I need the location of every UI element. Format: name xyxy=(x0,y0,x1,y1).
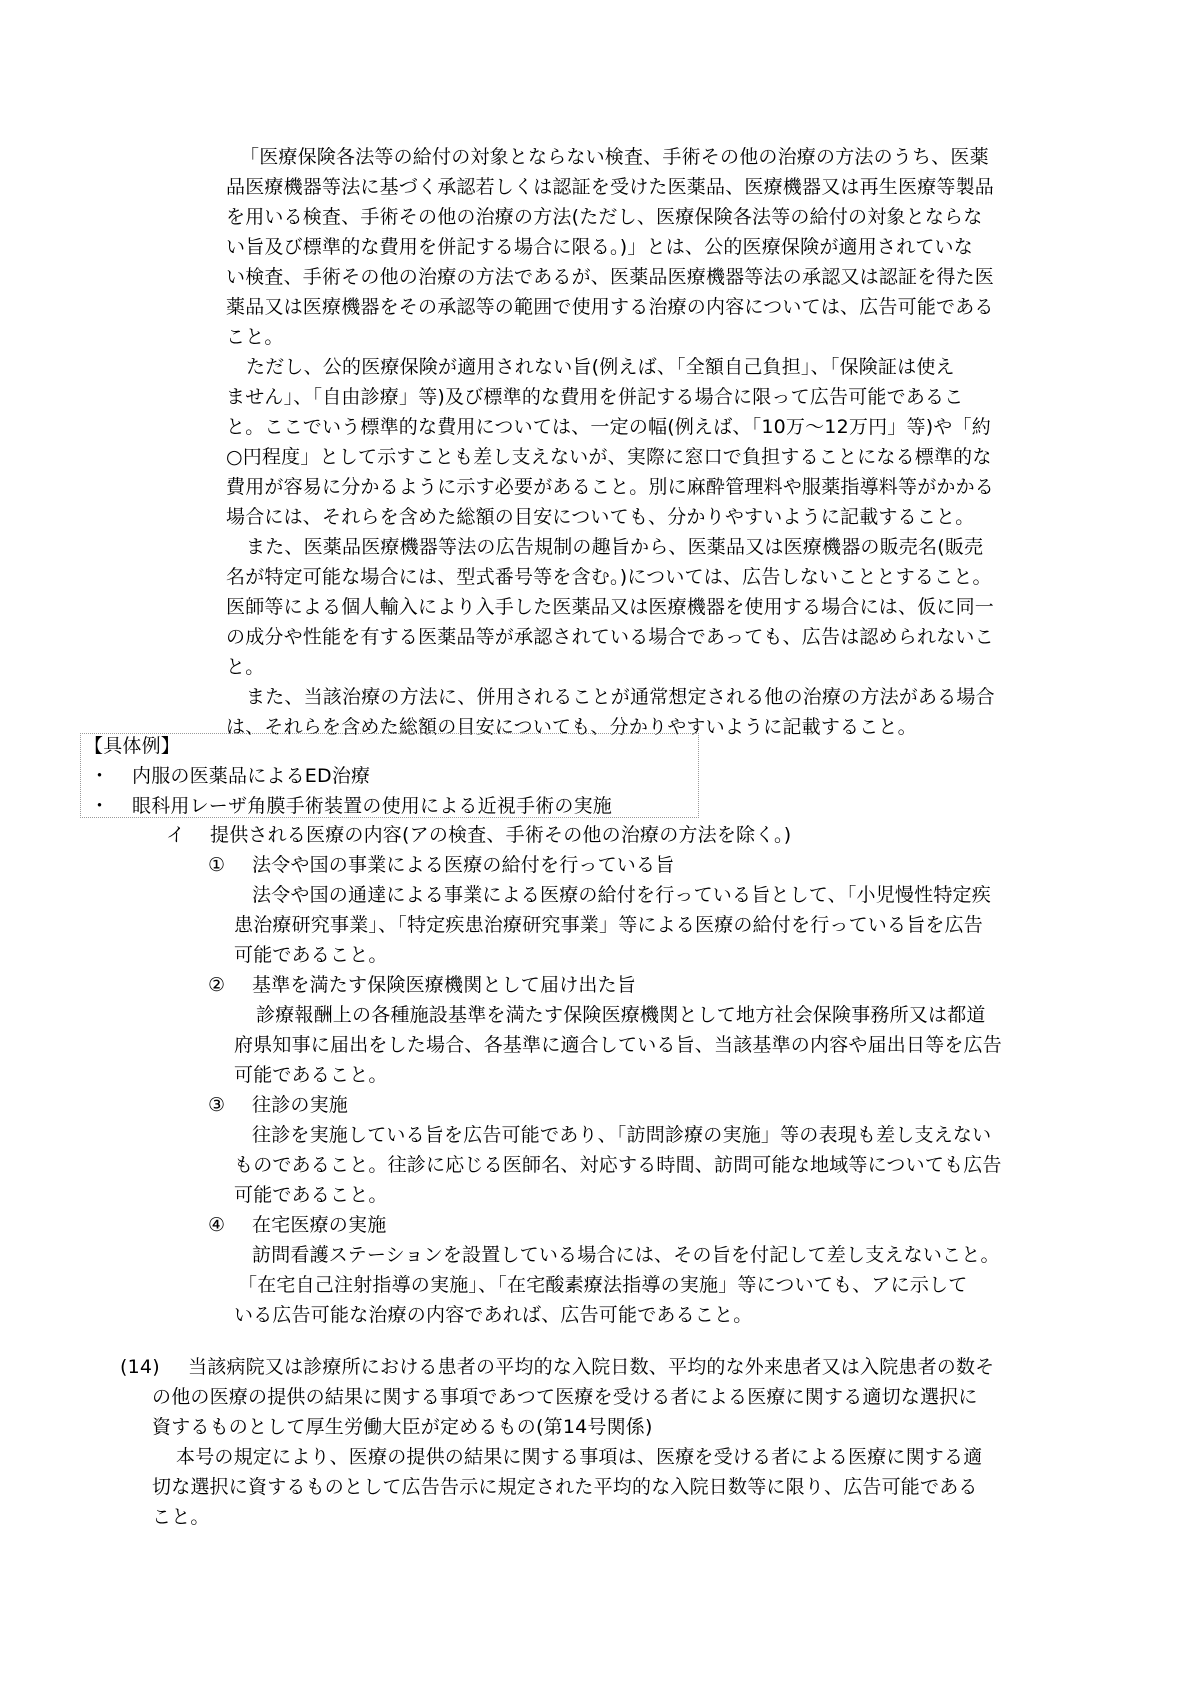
item-number: ① xyxy=(208,854,226,876)
text-line: 切な選択に資するものとして広告告示に規定された平均的な入院日数等に限り、広告可能である xyxy=(152,1476,978,1498)
text-line: 費用が容易に分かるように示す必要があること。別に麻酔管理料や服薬指導料等がかかる xyxy=(226,476,995,498)
item-title: 在宅医療の実施 xyxy=(252,1214,387,1236)
text-line: いる広告可能な治療の内容であれば、広告可能であること。 xyxy=(234,1304,753,1326)
text-line: 訪問看護ステーションを設置している場合には、その旨を付記して差し支えないこと。 xyxy=(252,1244,1000,1266)
text-line: 薬品又は医療機器をその承認等の範囲で使用する治療の内容については、広告可能である xyxy=(226,296,994,318)
text-line: を用いる検査、手術その他の治療の方法(ただし、医療保険各法等の給付の対象とならな xyxy=(226,206,983,228)
text-line: 府県知事に届出をした場合、各基準に適合している旨、当該基準の内容や届出日等を広告 xyxy=(234,1034,1003,1056)
example-item: 内服の医薬品によるED治療 xyxy=(132,765,371,787)
bullet: ・ xyxy=(90,795,110,817)
section-heading: 提供される医療の内容(アの検査、手術その他の治療の方法を除く。) xyxy=(210,824,792,846)
item-number: ② xyxy=(208,974,226,996)
text-line: 「医療保険各法等の給付の対象とならない検査、手術その他の治療の方法のうち、医薬 xyxy=(240,146,989,168)
item-number: ④ xyxy=(208,1214,226,1236)
text-line: 法令や国の通達による事業による医療の給付を行っている旨として、「小児慢性特定疾 xyxy=(252,884,991,906)
item-title: 法令や国の事業による医療の給付を行っている旨 xyxy=(252,854,675,876)
text-line: い検査、手術その他の治療の方法であるが、医薬品医療機器等法の承認又は認証を得た医 xyxy=(226,266,995,288)
text-line: また、医薬品医療機器等法の広告規制の趣旨から、医薬品又は医療機器の販売名(販売 xyxy=(246,536,984,558)
text-line: の成分や性能を有する医薬品等が承認されている場合であっても、広告は認められないこ xyxy=(226,626,994,648)
text-line: 本号の規定により、医療の提供の結果に関する事項は、医療を受ける者による医療に関する適 xyxy=(176,1446,983,1468)
text-line: 「在宅自己注射指導の実施」、「在宅酸素療法指導の実施」等についても、アに示して xyxy=(238,1274,968,1296)
text-line: は、それらを含めた総額の目安についても、分かりやすいように記載すること。 xyxy=(226,716,917,738)
text-line: 診療報酬上の各種施設基準を満たす保険医療機関として地方社会保険事務所又は都道 xyxy=(256,1004,986,1026)
text-line: ○円程度」として示すことも差し支えないが、実際に窓口で負担することになる標準的な xyxy=(226,446,992,468)
text-line: ものであること。往診に応じる医師名、対応する時間、訪問可能な地域等についても広告 xyxy=(234,1154,1002,1176)
text-line: と。 xyxy=(226,656,265,678)
text-line: 可能であること。 xyxy=(234,1184,388,1206)
section-heading: の他の医療の提供の結果に関する事項であつて医療を受ける者による医療に関する適切な選択に xyxy=(152,1386,978,1408)
text-line: こと。 xyxy=(152,1506,210,1528)
bullet: ・ xyxy=(90,765,110,787)
text-line: 患治療研究事業」、「特定疾患治療研究事業」等による医療の給付を行っている旨を広告 xyxy=(234,914,984,936)
text-line: 可能であること。 xyxy=(234,944,388,966)
text-line: 医師等による個人輸入により入手した医薬品又は医療機器を使用する場合には、仮に同一 xyxy=(226,596,995,618)
example-item: 眼科用レーザ角膜手術装置の使用による近視手術の実施 xyxy=(132,795,613,817)
text-line: い旨及び標準的な費用を併記する場合に限る。)」とは、公的医療保険が適用されていな xyxy=(226,236,973,258)
section-heading: 当該病院又は診療所における患者の平均的な入院日数、平均的な外来患者又は入院患者の数そ xyxy=(188,1356,995,1378)
item-title: 往診の実施 xyxy=(252,1094,349,1116)
section-heading: 資するものとして厚生労働大臣が定めるもの(第14号関係) xyxy=(152,1416,653,1438)
text-line: ただし、公的医療保険が適用されない旨(例えば、「全額自己負担」、「保険証は使え xyxy=(246,356,955,378)
item-title: 基準を満たす保険医療機関として届け出た旨 xyxy=(252,974,637,996)
item-number: ③ xyxy=(208,1094,226,1116)
section-marker: イ xyxy=(166,824,186,846)
example-box-title: 【具体例】 xyxy=(84,735,181,757)
text-line: 名が特定可能な場合には、型式番号等を含む。)については、広告しないこととすること。 xyxy=(226,566,992,588)
text-line: 場合には、それらを含めた総額の目安についても、分かりやすいように記載すること。 xyxy=(226,506,975,528)
text-line: また、当該治療の方法に、併用されることが通常想定される他の治療の方法がある場合 xyxy=(246,686,995,708)
section-number: (14) xyxy=(120,1356,160,1378)
text-line: ません」、「自由診療」等)及び標準的な費用を併記する場合に限って広告可能であるこ xyxy=(226,386,964,408)
text-line: 品医療機器等法に基づく承認若しくは認証を受けた医薬品、医療機器又は再生医療等製品 xyxy=(226,176,995,198)
text-line: と。ここでいう標準的な費用については、一定の幅(例えば、「10万～12万円」等)や「約 xyxy=(226,416,991,438)
text-line: 往診を実施している旨を広告可能であり、「訪問診療の実施」等の表現も差し支えない xyxy=(252,1124,992,1146)
text-line: 可能であること。 xyxy=(234,1064,388,1086)
text-line: こと。 xyxy=(226,326,284,348)
